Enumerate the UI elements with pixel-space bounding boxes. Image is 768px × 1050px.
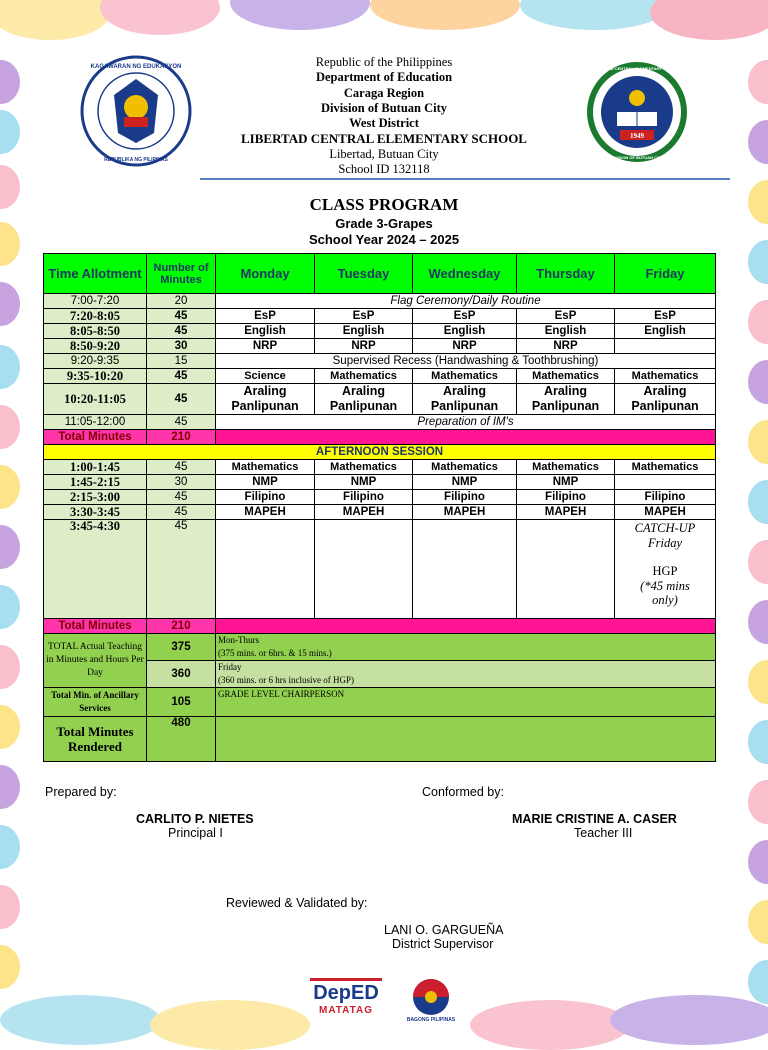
time-cell: 7:20-8:05 [44,309,147,324]
summary-note: GRADE LEVEL CHAIRPERSON [216,688,716,717]
spacer [617,550,713,564]
bagong-pilipinas-text: BAGONG PILIPINAS [406,1017,456,1023]
subject-cell: English [216,324,315,339]
subject-line: Araling [243,384,287,398]
seal-bottom-text: DIVISION OF BUTUAN CITY [610,155,664,160]
time-cell: 8:05-8:50 [44,324,147,339]
summary-note [216,634,716,661]
subject-cell: NMP [315,475,413,490]
principal-name: CARLITO P. NIETES [136,812,254,826]
subject-cell [615,475,716,490]
subject-cell: EsP [615,309,716,324]
table-row [44,475,716,490]
subject-cell: NMP [216,475,315,490]
prepared-by-label: Prepared by: [45,785,117,799]
subject-cell [517,384,615,415]
time-cell: 11:05-12:00 [44,415,147,430]
minutes-cell: 45 [147,369,216,384]
time-cell: 10:20-11:05 [44,384,147,415]
summary-value: 105 [147,688,216,717]
header-friday: Friday [615,254,716,294]
summary-row [44,717,716,762]
subject-cell: Mathematics [413,460,517,475]
conformed-by-label: Conformed by: [422,785,504,799]
subject-cell: Filipino [216,490,315,505]
subject-cell: Filipino [413,490,517,505]
letterhead-line: Republic of the Philippines [315,55,453,69]
principal-title: Principal I [168,826,223,840]
time-cell: 9:20-9:35 [44,354,147,369]
header-monday: Monday [216,254,315,294]
subject-line: Araling [643,384,687,398]
table-row [44,294,716,309]
subject-cell: Mathematics [315,369,413,384]
hgp-note: (*45 mins [640,578,690,593]
time-cell: 3:30-3:45 [44,505,147,520]
subject-cell [315,384,413,415]
minutes-cell: 30 [147,339,216,354]
class-program-table [43,253,716,762]
hgp-label: HGP [652,564,678,578]
subject-cell: MAPEH [413,505,517,520]
table-row [44,339,716,354]
subject-line: Panlipunan [231,399,299,413]
deped-seal [80,55,192,167]
subject-cell: Filipino [615,490,716,505]
activity-cell: Flag Ceremony/Daily Routine [216,294,716,309]
table-row [44,369,716,384]
teacher-title: Teacher III [574,826,633,840]
time-cell: 7:00-7:20 [44,294,147,309]
subject-cell: English [413,324,517,339]
table-row [44,460,716,475]
subject-cell: Mathematics [413,369,517,384]
letterhead-department: Department of Education [315,70,453,85]
summary-note-line: Friday [218,662,242,672]
minutes-cell: 45 [147,415,216,430]
school-address: Libertad, Butuan City [329,146,439,161]
bagong-pilipinas-logo [398,975,464,1023]
grade-section: Grade 3-Grapes [335,216,433,231]
school-seal [585,60,689,164]
table-row [44,384,716,415]
subject-cell: NRP [517,339,615,354]
subject-cell: EsP [315,309,413,324]
subject-cell: Mathematics [615,460,716,475]
subject-cell: Mathematics [517,460,615,475]
deped-matatag-logo [310,978,382,1020]
subject-cell: Science [216,369,315,384]
header-divider [200,178,730,180]
minutes-cell: 45 [147,490,216,505]
subject-cell: NRP [413,339,517,354]
catch-up-line: CATCH-UP [634,521,696,535]
reviewed-label: Reviewed & Validated by: [226,896,368,910]
subject-cell [413,520,517,619]
total-label: Total Minutes [44,430,147,445]
document-title: CLASS PROGRAM [309,195,459,214]
header-minutes: Number of Minutes [147,254,216,294]
school-id: School ID 132118 [338,162,430,177]
header-wednesday: Wednesday [413,254,517,294]
summary-note-line: (360 mins. or 6 hrs inclusive of HGP) [218,675,354,685]
subject-line: Araling [341,384,386,398]
summary-row [44,634,716,661]
subject-cell: Filipino [517,490,615,505]
summary-note [216,661,716,688]
total-row [44,430,716,445]
subject-cell: English [517,324,615,339]
activity-cell: Preparation of IM's [216,415,716,430]
minutes-cell: 45 [147,505,216,520]
subject-cell: NMP [517,475,615,490]
ancillary-label: Total Min. of Ancillary Services [44,688,147,717]
subject-cell [413,384,517,415]
subject-cell: Filipino [315,490,413,505]
table-row [44,415,716,430]
header-thursday: Thursday [517,254,615,294]
total-label: Total Minutes [44,619,147,634]
subject-line: Araling [442,384,487,398]
table-row [44,309,716,324]
subject-cell: MAPEH [216,505,315,520]
minutes-cell: 45 [147,460,216,475]
subject-cell: NRP [216,339,315,354]
summary-note-line: Mon-Thurs [218,635,259,645]
subject-cell: Mathematics [216,460,315,475]
summary-note-line: (375 mins. or 6hrs. & 15 mins.) [218,648,332,658]
matatag-wordmark: MATATAG [318,1005,374,1016]
letterhead [200,55,568,177]
total-filler [216,430,716,445]
minutes-cell: 45 [147,324,216,339]
supervisor-name: LANI O. GARGUEÑA [384,923,504,937]
minutes-cell: 45 [147,520,216,619]
total-value: 210 [147,619,216,634]
summary-value: 360 [147,661,216,688]
minutes-cell: 15 [147,354,216,369]
school-year: School Year 2024 – 2025 [308,232,460,247]
header-tuesday: Tuesday [315,254,413,294]
total-row [44,619,716,634]
subject-cell: English [615,324,716,339]
total-actual-label: TOTAL Actual Teaching in Minutes and Hours Per Day [44,634,147,688]
time-cell: 2:15-3:00 [44,490,147,505]
subject-cell: EsP [413,309,517,324]
subject-cell: MAPEH [615,505,716,520]
subject-cell: NRP [315,339,413,354]
table-row [44,520,716,619]
subject-cell: EsP [216,309,315,324]
summary-value: 375 [147,634,216,661]
table-row [44,505,716,520]
letterhead-region: Caraga Region [343,85,425,100]
total-value: 210 [147,430,216,445]
table-header-row [44,254,716,294]
minutes-cell: 30 [147,475,216,490]
seal-top-text: LIBERTAD CENTRAL ELEMENTARY SCHOOL [593,66,681,71]
subject-line: Panlipunan [531,399,600,413]
subject-cell: Mathematics [615,369,716,384]
minutes-cell: 20 [147,294,216,309]
letterhead-division: Division of Butuan City [320,100,448,115]
seal-bottom-text: REPUBLIKA NG PILIPINAS [104,157,168,163]
subject-cell [615,384,716,415]
subject-cell [615,339,716,354]
deped-wordmark: DepED [313,982,379,1004]
header-time: Time Allotment [44,254,147,294]
subject-cell: Mathematics [315,460,413,475]
table-row [44,354,716,369]
time-cell: 3:45-4:30 [44,520,147,619]
time-cell: 1:45-2:15 [44,475,147,490]
subject-cell: EsP [517,309,615,324]
summary-filler [216,717,716,762]
time-cell: 9:35-10:20 [44,369,147,384]
session-row [44,445,716,460]
subject-line: Panlipunan [329,399,398,413]
subject-cell [216,384,315,415]
teacher-name: MARIE CRISTINE A. CASER [512,812,677,826]
summary-row [44,688,716,717]
subject-cell: Mathematics [517,369,615,384]
subject-line: Panlipunan [631,399,699,413]
subject-cell [216,520,315,619]
subject-cell: MAPEH [517,505,615,520]
summary-value: 480 [147,717,216,762]
catch-up-line: Friday [647,535,683,550]
hgp-note: only) [652,593,678,607]
seal-year: 1949 [630,132,644,140]
afternoon-session-label: AFTERNOON SESSION [44,445,716,460]
table-row [44,490,716,505]
activity-cell: Supervised Recess (Handwashing & Toothbrushing) [216,354,716,369]
rendered-label: Total Minutes Rendered [44,717,147,762]
supervisor-title: District Supervisor [392,937,494,951]
school-name: LIBERTAD CENTRAL ELEMENTARY SCHOOL [241,131,527,147]
subject-line: Panlipunan [430,399,499,413]
subject-line: Araling [543,384,588,398]
minutes-cell: 45 [147,384,216,415]
subject-cell [517,520,615,619]
subject-cell: NMP [413,475,517,490]
total-filler [216,619,716,634]
table-row [44,324,716,339]
minutes-cell: 45 [147,309,216,324]
subject-cell: English [315,324,413,339]
time-cell: 8:50-9:20 [44,339,147,354]
subject-cell: MAPEH [315,505,413,520]
time-cell: 1:00-1:45 [44,460,147,475]
seal-top-text: KAGAWARAN NG EDUKASYON [90,64,182,70]
letterhead-district: West District [349,116,419,131]
catch-up-friday-cell [615,520,716,619]
subject-cell [315,520,413,619]
